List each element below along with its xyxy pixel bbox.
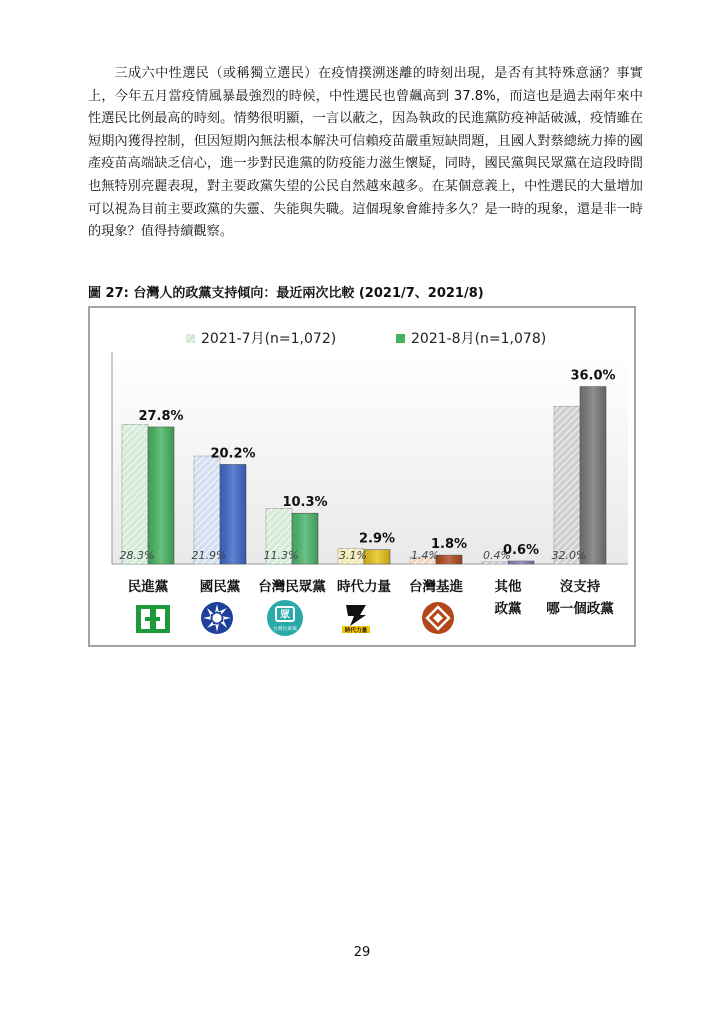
page-number: 29 xyxy=(353,945,371,960)
legend-label-1: 2021-7月(n=1,072) xyxy=(201,331,337,347)
data-label-july: 11.3% xyxy=(263,549,299,562)
data-label-august: 27.8% xyxy=(138,408,184,424)
data-label-july: 0.4% xyxy=(483,549,511,562)
svg-text:眾: 眾 xyxy=(280,610,290,621)
bar-july-hatch xyxy=(482,562,508,564)
data-label-august: 0.6% xyxy=(502,543,540,559)
figure-caption: 圖 27: 台灣人的政黨支持傾向：最近兩次比較 (2021/7、2021/8) xyxy=(88,286,484,301)
npp-logo xyxy=(340,602,372,634)
category-label: 台灣基進 xyxy=(409,579,463,595)
tpp-logo xyxy=(266,599,304,637)
chart-frame xyxy=(88,306,636,647)
svg-text:台灣民眾黨: 台灣民眾黨 xyxy=(273,627,297,632)
data-label-august: 1.8% xyxy=(430,537,468,553)
body-paragraph: 三成六中性選民（或稱獨立選民）在疫情撲溯迷離的時刻出現，是否有其特殊意涵？事實上，今年五月當疫情風暴最強烈的時候，中性選民也曾飆高到 37.8%，而這也是過去兩年來中性選民比例最高的時刻。情勢很明顯，一言以蔽之，因為執政的民進黨防疫神話破滅，疫情雖在短期內獲得控制，但因短期內無法根本解決可信賴疫苗嚴重短缺問題，且國人對蔡總統力捧的國產疫苗高端缺乏信心，進一步對民進黨的防疫能力滋生懷疑，同時，國民黨與民眾黨在這段時間也無特別亮麗表現，對主要政黨失望的公民自然越來越多。在某個意義上，中性選民的大量增加可以視為目前主要政黨的失靈、失能與失職。這個現象會維持多久？是一時的現象，還是非一時的現象？值得持續觀察。 xyxy=(88,66,643,240)
tsp-logo xyxy=(421,601,455,635)
category-label: 政黨 xyxy=(494,601,522,617)
data-label-august: 20.2% xyxy=(210,446,256,462)
bar-august-shade xyxy=(580,387,606,564)
data-label-august: 2.9% xyxy=(358,531,396,547)
dpp-logo xyxy=(136,605,170,633)
data-label-august: 36.0% xyxy=(570,368,616,384)
category-label: 國民黨 xyxy=(199,579,241,595)
data-label-july: 21.9% xyxy=(191,549,227,562)
data-label-july: 3.1% xyxy=(339,549,367,562)
kmt-logo xyxy=(200,601,234,635)
category-label: 時代力量 xyxy=(337,579,391,595)
data-label-august: 10.3% xyxy=(282,495,328,511)
bar-july-hatch xyxy=(194,456,220,564)
data-label-july: 1.4% xyxy=(411,549,439,562)
bar-july-hatch xyxy=(554,406,580,564)
bar-july-hatch xyxy=(122,425,148,564)
data-label-july: 32.0% xyxy=(551,549,587,562)
category-label: 沒支持 xyxy=(559,579,601,595)
bar-august-shade xyxy=(148,427,174,564)
category-label: 其他 xyxy=(494,579,522,595)
data-label-july: 28.3% xyxy=(119,549,155,562)
svg-text:時代力量: 時代力量 xyxy=(344,628,368,634)
bar-august-shade xyxy=(436,555,462,564)
category-label: 台灣民眾黨 xyxy=(258,579,326,595)
legend-swatch-2 xyxy=(396,334,405,343)
bar-august-shade xyxy=(364,550,390,564)
legend-label-2: 2021-8月(n=1,078) xyxy=(411,331,547,347)
category-label: 民進黨 xyxy=(127,579,169,595)
bar-august-shade xyxy=(508,561,534,564)
bar-chart xyxy=(90,308,634,645)
category-label: 哪一個政黨 xyxy=(546,601,614,617)
legend-swatch-hatch xyxy=(186,334,195,343)
